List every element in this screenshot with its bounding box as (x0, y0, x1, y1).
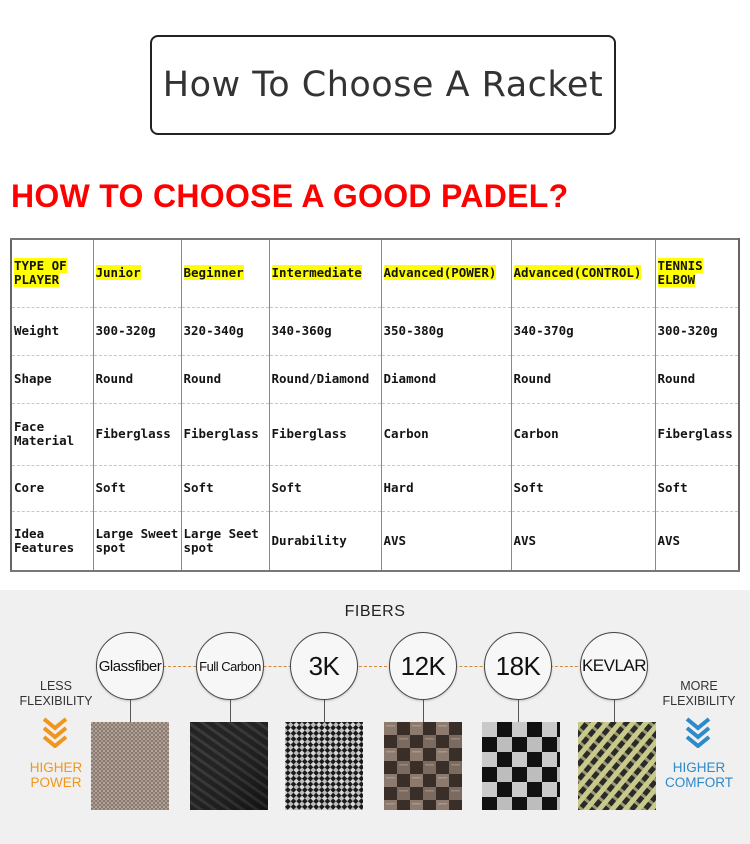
row-label: Shape (11, 355, 93, 403)
table-cell: 300-320g (655, 307, 739, 355)
table-cell: 320-340g (181, 307, 269, 355)
row-label: Face Material (11, 403, 93, 465)
12k-swatch (384, 722, 462, 810)
table-cell: AVS (511, 511, 655, 571)
table-cell: 340-370g (511, 307, 655, 355)
table-cell: AVS (381, 511, 511, 571)
18k-swatch (482, 722, 560, 810)
fiber-connector (614, 700, 615, 722)
fiber-connector (324, 700, 325, 722)
fiber-circle-kevlar: KEVLAR (580, 632, 648, 700)
chevron-down-icon (684, 716, 712, 752)
fiber-circle-18k: 18K (484, 632, 552, 700)
table-cell: 350-380g (381, 307, 511, 355)
higher-power-label: HIGHER POWER (29, 760, 83, 790)
table-cell: Carbon (381, 403, 511, 465)
table-cell: AVS (655, 511, 739, 571)
higher-comfort-label: HIGHER COMFORT (665, 760, 733, 790)
fiber-circle-12k: 12K (389, 632, 457, 700)
header-cell: Advanced(POWER) (381, 239, 511, 307)
table-cell: 340-360g (269, 307, 381, 355)
table-cell: Fiberglass (181, 403, 269, 465)
header-cell: Advanced(CONTROL) (511, 239, 655, 307)
table-cell: Soft (269, 465, 381, 511)
table-cell: Hard (381, 465, 511, 511)
table-cell: Round/Diamond (269, 355, 381, 403)
table-cell: Carbon (511, 403, 655, 465)
padel-spec-table (10, 238, 740, 572)
header-cell: Intermediate (269, 239, 381, 307)
fiber-connector (130, 700, 131, 722)
table-row (11, 465, 739, 511)
fiber-circle-full-carbon: Full Carbon (196, 632, 264, 700)
banner-title: How To Choose A Racket (162, 65, 604, 105)
table-cell: Round (655, 355, 739, 403)
less-flexibility-label: LESS FLEXIBILITY (19, 679, 93, 708)
table-cell: Large Seet spot (181, 511, 269, 571)
table-cell: Round (181, 355, 269, 403)
title-banner (150, 35, 616, 135)
fiber-circle-glassfiber: Glassfiber (96, 632, 164, 700)
header-cell: TYPE OF PLAYER (11, 239, 93, 307)
kevlar-swatch (578, 722, 656, 810)
3k-swatch (285, 722, 363, 810)
glassfiber-swatch (91, 722, 169, 810)
table-cell: Soft (181, 465, 269, 511)
fiber-circle-3k: 3K (290, 632, 358, 700)
table-cell: Diamond (381, 355, 511, 403)
table-cell: Fiberglass (93, 403, 181, 465)
full-carbon-swatch (190, 722, 268, 810)
table-cell: Soft (93, 465, 181, 511)
table-row (11, 355, 739, 403)
chevron-down-icon (41, 716, 69, 752)
fibers-title: FIBERS (344, 603, 406, 620)
table-cell: Durability (269, 511, 381, 571)
header-cell: TENNIS ELBOW (655, 239, 739, 307)
header-cell: Junior (93, 239, 181, 307)
table-cell: Round (93, 355, 181, 403)
table-cell: 300-320g (93, 307, 181, 355)
table-row (11, 511, 739, 571)
table-cell: Round (511, 355, 655, 403)
table-cell: Large Sweet spot (93, 511, 181, 571)
padel-heading: HOW TO CHOOSE A GOOD PADEL? (11, 178, 569, 214)
table-cell: Soft (655, 465, 739, 511)
row-label: Idea Features (11, 511, 93, 571)
table-cell: Fiberglass (269, 403, 381, 465)
header-cell: Beginner (181, 239, 269, 307)
table-cell: Soft (511, 465, 655, 511)
table-row (11, 307, 739, 355)
fiber-connector (518, 700, 519, 722)
row-label: Core (11, 465, 93, 511)
table-header-row (11, 239, 739, 307)
row-label: Weight (11, 307, 93, 355)
table-cell: Fiberglass (655, 403, 739, 465)
fiber-connector (423, 700, 424, 722)
fiber-connector (230, 700, 231, 722)
table-row (11, 403, 739, 465)
more-flexibility-label: MORE FLEXIBILITY (662, 679, 736, 708)
